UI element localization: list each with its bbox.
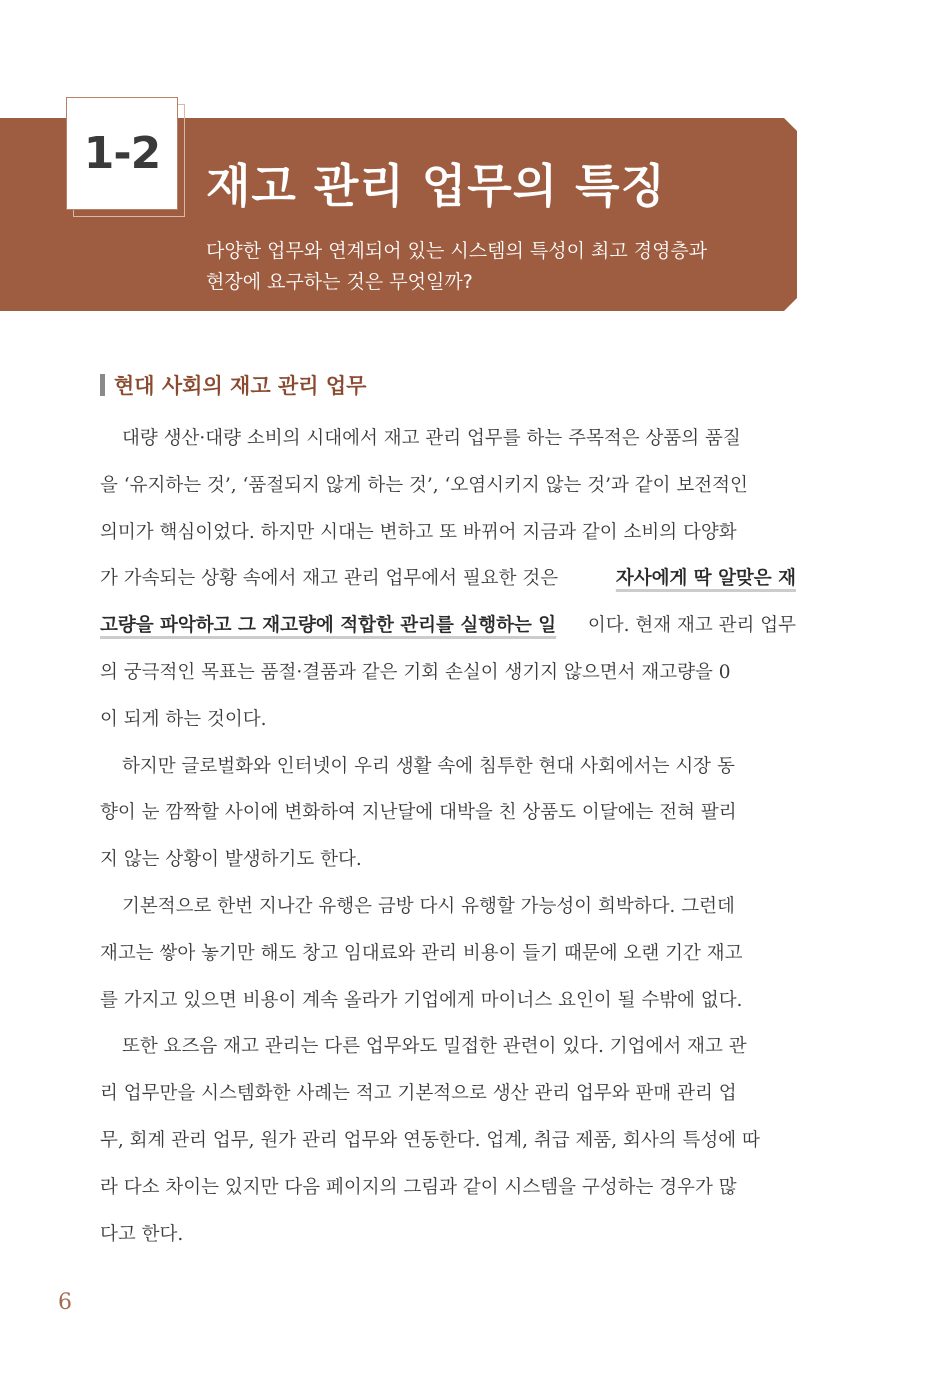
body-text [100, 416, 796, 1258]
text-line: 재고는 쌓아 놓기만 해도 창고 임대료와 관리 비용이 들기 때문에 오랜 기간 재고 [100, 942, 743, 964]
emphasis-text: 고량을 파악하고 그 재고량에 적합한 관리를 실행하는 일 [100, 615, 557, 637]
section-title: 재고 관리 업무의 특징 [206, 159, 666, 213]
section-subtitle-line: 다양한 업무와 연계되어 있는 시스템의 특성이 최고 경영층과 [206, 240, 708, 262]
text-line: 라 다소 차이는 있지만 다음 페이지의 그림과 같이 시스템을 구성하는 경우가 많 [100, 1176, 737, 1198]
subheading-text: 현대 사회의 재고 관리 업무 [114, 374, 367, 398]
section-subtitle-line: 현장에 요구하는 것은 무엇일까? [206, 271, 473, 293]
text-line: 가 가속되는 상황 속에서 재고 관리 업무에서 필요한 것은 자사에게 딱 알맞은 재 [100, 556, 796, 603]
emphasis-text: 자사에게 딱 알맞은 재 [615, 568, 796, 590]
text-line: 를 가지고 있으면 비용이 계속 올라가 기업에게 마이너스 요인이 될 수밖에 없다. [100, 989, 743, 1011]
section-subtitle [206, 236, 707, 298]
text-line: 이 되게 하는 것이다. [100, 708, 267, 730]
subheading [100, 370, 366, 400]
text-line: 고량을 파악하고 그 재고량에 적합한 관리를 실행하는 일 이다. 현재 재고 관리 업무 [100, 603, 796, 650]
text-line: 기본적으로 한번 지나간 유행은 금방 다시 유행할 가능성이 희박하다. 그런데 [122, 895, 735, 917]
text-line: 의 궁극적인 목표는 품절·결품과 같은 기회 손실이 생기지 않으면서 재고량을 0 [100, 661, 731, 683]
text-line: 향이 눈 깜짝할 사이에 변화하여 지난달에 대박을 친 상품도 이달에는 전혀 팔리 [100, 802, 737, 824]
text-line: 의미가 핵심이었다. 하지만 시대는 변하고 또 바뀌어 지금과 같이 소비의 다양화 [100, 521, 737, 543]
text-line: 또한 요즈음 재고 관리는 다른 업무와도 밀접한 관련이 있다. 기업에서 재고 관 [122, 1036, 747, 1058]
text-line: 을 ‘유지하는 것’, ‘품절되지 않게 하는 것’, ‘오염시키지 않는 것’과 같이 보전적인 [100, 474, 748, 496]
text-line: 다고 한다. [100, 1223, 184, 1245]
text-line: 무, 회계 관리 업무, 원가 관리 업무와 연동한다. 업계, 취급 제품, 회사의 특성에 따 [100, 1129, 760, 1151]
text-line: 대량 생산·대량 소비의 시대에서 재고 관리 업무를 하는 주목적은 상품의 품질 [122, 428, 741, 449]
subheading-bar [100, 374, 105, 396]
text-line: 지 않는 상황이 발생하기도 한다. [100, 849, 362, 871]
section-number: 1-2 [83, 128, 161, 179]
page-number: 6 [58, 1290, 72, 1315]
text-line: 리 업무만을 시스템화한 사례는 적고 기본적으로 생산 관리 업무와 판매 관리 업 [100, 1083, 737, 1105]
text-line: 하지만 글로벌화와 인터넷이 우리 생활 속에 침투한 현대 사회에서는 시장 동 [122, 755, 735, 777]
